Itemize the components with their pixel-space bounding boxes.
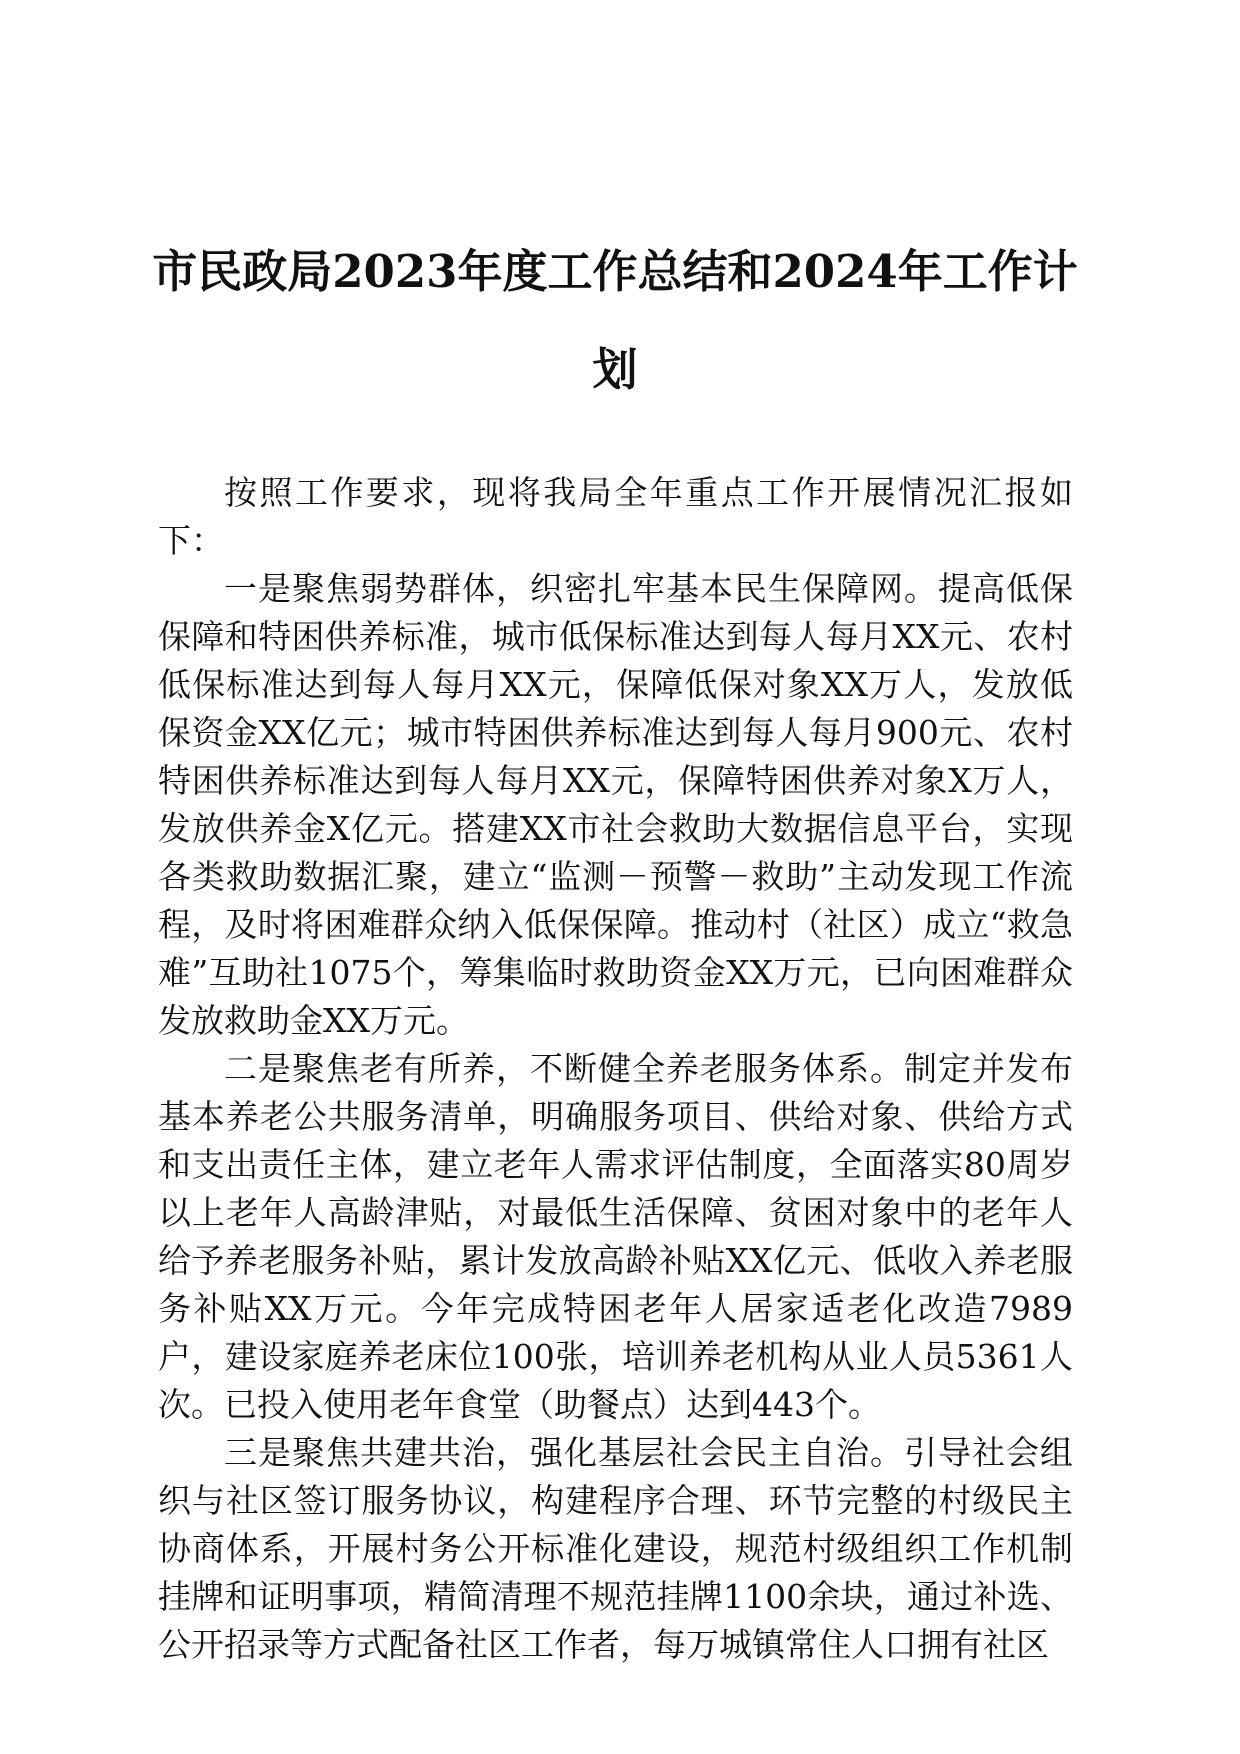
document-title: 市民政局2023年度工作总结和2024年工作计划 — [152, 245, 1078, 396]
paragraph-3: 三是聚焦共建共治，强化基层社会民主自治。引导社会组织与社区签订服务协议，构建程序合理、环节完整的村级民主协商体系，开展村务公开标准化建设，规范村级组织工作机制挂牌和证明事项，精简清理不规范挂牌1100余块，通过补选、公开招录等方式配备社区工作者，每万城镇常住人口拥有社区 — [158, 1433, 1073, 1664]
document-body — [158, 469, 1073, 1669]
paragraph-2: 二是聚焦老有所养，不断健全养老服务体系。制定并发布基本养老公共服务清单，明确服务项目、供给对象、供给方式和支出责任主体，建立老年人需求评估制度，全面落实80周岁以上老年人高龄津贴，对最低生活保障、贫困对象中的老年人给予养老服务补贴，累计发放高龄补贴XX亿元、低收入养老服务补贴XX万元。今年完成特困老年人居家适老化改造7989户，建设家庭养老床位100张，培训养老机构从业人员5361人次。已投入使用老年食堂（助餐点）达到443个。 — [158, 1049, 1073, 1424]
paragraph-intro: 按照工作要求，现将我局全年重点工作开展情况汇报如下： — [158, 473, 1073, 560]
paragraph-1: 一是聚焦弱势群体，织密扎牢基本民生保障网。提高低保保障和特困供养标准，城市低保标准达到每人每月XX元、农村低保标准达到每人每月XX元，保障低保对象XX万人，发放低保资金XX亿元；城市特困供养标准达到每人每月900元、农村特困供养标准达到每人每月XX元，保障特困供养对象X万人，发放供养金X亿元。搭建XX市社会救助大数据信息平台，实现各类救助数据汇聚，建立“监测－预警－救助”主动发现工作流程，及时将困难群众纳入低保保障。推动村（社区）成立“救急难”互助社1075个，筹集临时救助资金XX万元，已向困难群众发放救助金XX万元。 — [158, 569, 1073, 1040]
